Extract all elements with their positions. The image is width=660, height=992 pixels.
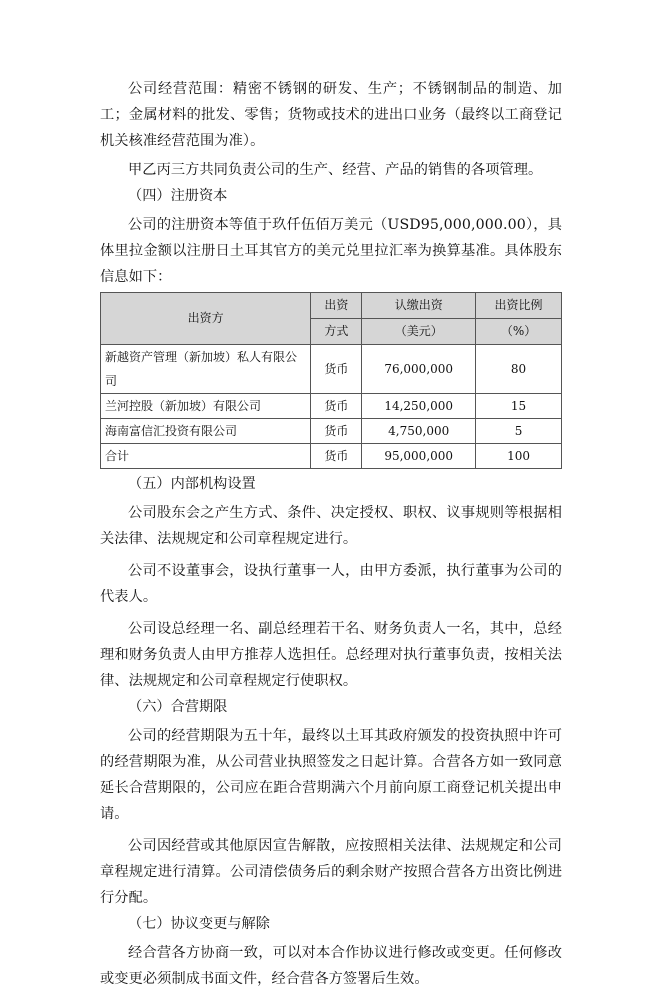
- cell-amount: 14,250,000: [362, 394, 476, 419]
- section-heading-amendment: （七）协议变更与解除: [128, 916, 270, 932]
- section-heading-term: （六）合营期限: [128, 699, 228, 715]
- shareholders-meeting-paragraph: 公司股东会之产生方式、条件、决定授权、职权、议事规则等根据相关法律、法规规定和公司章程规定进行。: [100, 505, 562, 547]
- header-investor: 出资方: [101, 293, 311, 345]
- table-row-total: [101, 444, 562, 469]
- joint-management-paragraph: 甲乙丙三方共同负责公司的生产、经营、产品的销售的各项管理。: [128, 162, 543, 178]
- section-heading-registered-capital: （四）注册资本: [128, 188, 228, 204]
- registered-capital-paragraph: 公司的注册资本等值于玖仟伍佰万美元（USD95,000,000.00），具体里拉金额以注册日土耳其官方的美元兑里拉汇率为换算基准。具体股东信息如下：: [100, 217, 562, 285]
- header-ratio-line1: 出资比例: [476, 293, 562, 319]
- cell-ratio: 80: [476, 345, 562, 394]
- cell-amount: 76,000,000: [362, 345, 476, 394]
- cell-method: 货币: [311, 419, 362, 444]
- cell-amount: 4,750,000: [362, 419, 476, 444]
- cell-method: 货币: [311, 394, 362, 419]
- business-scope-paragraph: 公司经营范围：精密不锈钢的研发、生产；不锈钢制品的制造、加工；金属材料的批发、零售；货物或技术的进出口业务（最终以工商登记机关核准经营范围为准）。: [100, 81, 562, 149]
- header-method-line1: 出资: [311, 293, 362, 319]
- section-heading-internal-structure: （五）内部机构设置: [128, 476, 256, 492]
- management-paragraph: 公司设总经理一名、副总经理若干名、财务负责人一名，其中，总经理和财务负责人由甲方推荐人选担任。总经理对执行董事负责，按相关法律、法规规定和公司章程规定行使职权。: [100, 621, 562, 689]
- shareholder-table: [100, 292, 562, 469]
- cell-method: 货币: [311, 345, 362, 394]
- header-method-line2: 方式: [311, 319, 362, 345]
- executive-director-paragraph: 公司不设董事会，设执行董事一人，由甲方委派，执行董事为公司的代表人。: [100, 563, 562, 605]
- header-amount-line2: （美元）: [362, 319, 476, 345]
- dissolution-paragraph: 公司因经营或其他原因宣告解散，应按照相关法律、法规规定和公司章程规定进行清算。公司清偿债务后的剩余财产按照合营各方出资比例进行分配。: [100, 838, 562, 906]
- operating-term-paragraph: 公司的经营期限为五十年，最终以土耳其政府颁发的投资执照中许可的经营期限为准，从公司营业执照签发之日起计算。合营各方如一致同意延长合营期限的，公司应在距合营期满六个月前向原工商登记机关提出申请。: [100, 728, 562, 822]
- cell-amount: 95,000,000: [362, 444, 476, 469]
- table-row: [101, 345, 562, 394]
- cell-investor: 海南富信汇投资有限公司: [101, 419, 311, 444]
- cell-investor: 新越资产管理（新加坡）私人有限公司: [101, 345, 311, 394]
- cell-investor: 兰河控股（新加坡）有限公司: [101, 394, 311, 419]
- amendment-paragraph: 经合营各方协商一致，可以对本合作协议进行修改或变更。任何修改或变更必须制成书面文件，经合营各方签署后生效。: [100, 945, 562, 987]
- cell-ratio: 100: [476, 444, 562, 469]
- cell-method: 货币: [311, 444, 362, 469]
- table-row: [101, 419, 562, 444]
- table-row: [101, 394, 562, 419]
- cell-investor: 合计: [101, 444, 311, 469]
- cell-ratio: 15: [476, 394, 562, 419]
- cell-ratio: 5: [476, 419, 562, 444]
- document-page: [100, 76, 562, 992]
- header-ratio-line2: （%）: [476, 319, 562, 345]
- header-amount-line1: 认缴出资: [362, 293, 476, 319]
